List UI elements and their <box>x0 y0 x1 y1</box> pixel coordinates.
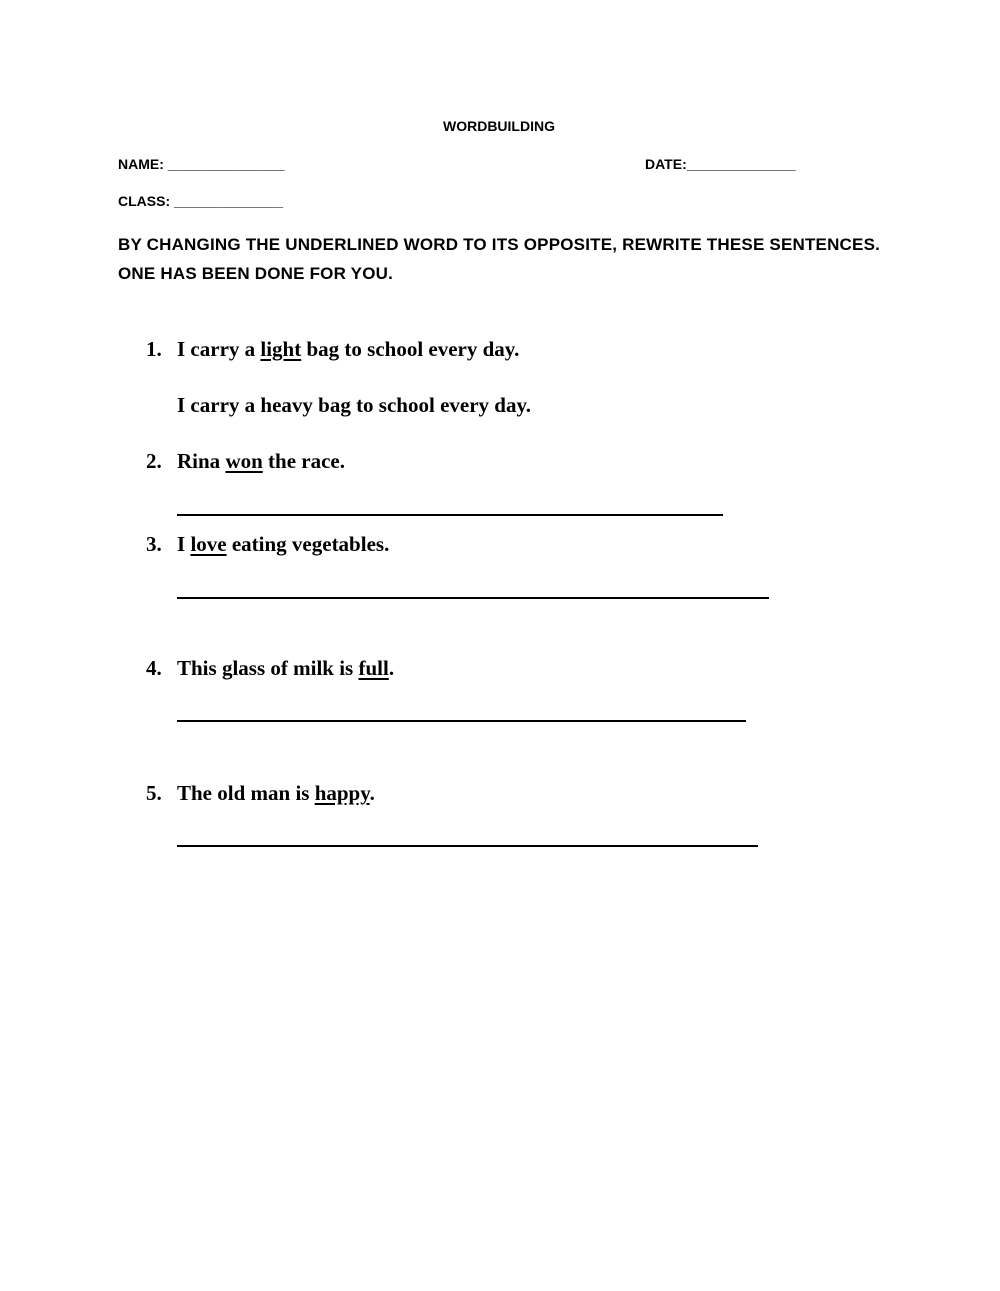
question-3-text-after: eating vegetables. <box>226 532 390 556</box>
question-1-text-before: I carry a <box>177 337 261 361</box>
question-5-number: 5. <box>146 781 162 805</box>
question-3-number: 3. <box>146 532 162 556</box>
question-1-text-after: bag to school every day. <box>301 337 520 361</box>
question-5-text-before: The old man is <box>177 781 315 805</box>
question-5-text-after: . <box>369 781 375 805</box>
instructions-text: BY CHANGING THE UNDERLINED WORD TO ITS OPPOSITE, REWRITE THESE SENTENCES. ONE HAS BEEN DONE FOR YOU. <box>118 235 881 283</box>
question-5-sentence <box>177 781 375 806</box>
question-4-sentence <box>177 656 394 681</box>
question-2-underlined-word: won <box>225 449 263 473</box>
question-5-answer-line[interactable] <box>177 845 758 847</box>
question-3-answer-line[interactable] <box>177 597 769 599</box>
question-2-number: 2. <box>146 449 162 473</box>
question-1-underlined-word: light <box>260 337 302 361</box>
question-1-sentence <box>177 337 519 362</box>
question-4-text-before: This glass of milk is <box>177 656 359 680</box>
question-3-sentence <box>177 532 389 557</box>
worksheet-title: WORDBUILDING <box>443 118 555 134</box>
question-1-number: 1. <box>146 337 162 361</box>
question-4-answer-line[interactable] <box>177 720 746 722</box>
question-3-text-before: I <box>177 532 191 556</box>
question-3-underlined-word: love <box>190 532 227 556</box>
question-2-text-before: Rina <box>177 449 226 473</box>
question-5-underlined-word: happy <box>314 781 370 805</box>
question-2-text-after: the race. <box>262 449 346 473</box>
name-field-label: NAME: _______________ <box>118 156 285 172</box>
question-4-underlined-word: full <box>358 656 389 680</box>
class-field-label: CLASS: ______________ <box>118 193 284 209</box>
question-1-example-answer: I carry a heavy bag to school every day. <box>177 393 532 417</box>
question-4-text-after: . <box>388 656 395 680</box>
question-4-number: 4. <box>146 656 162 680</box>
question-2-sentence <box>177 449 345 474</box>
date-field-label: DATE:______________ <box>645 156 796 172</box>
question-2-answer-line[interactable] <box>177 514 723 516</box>
